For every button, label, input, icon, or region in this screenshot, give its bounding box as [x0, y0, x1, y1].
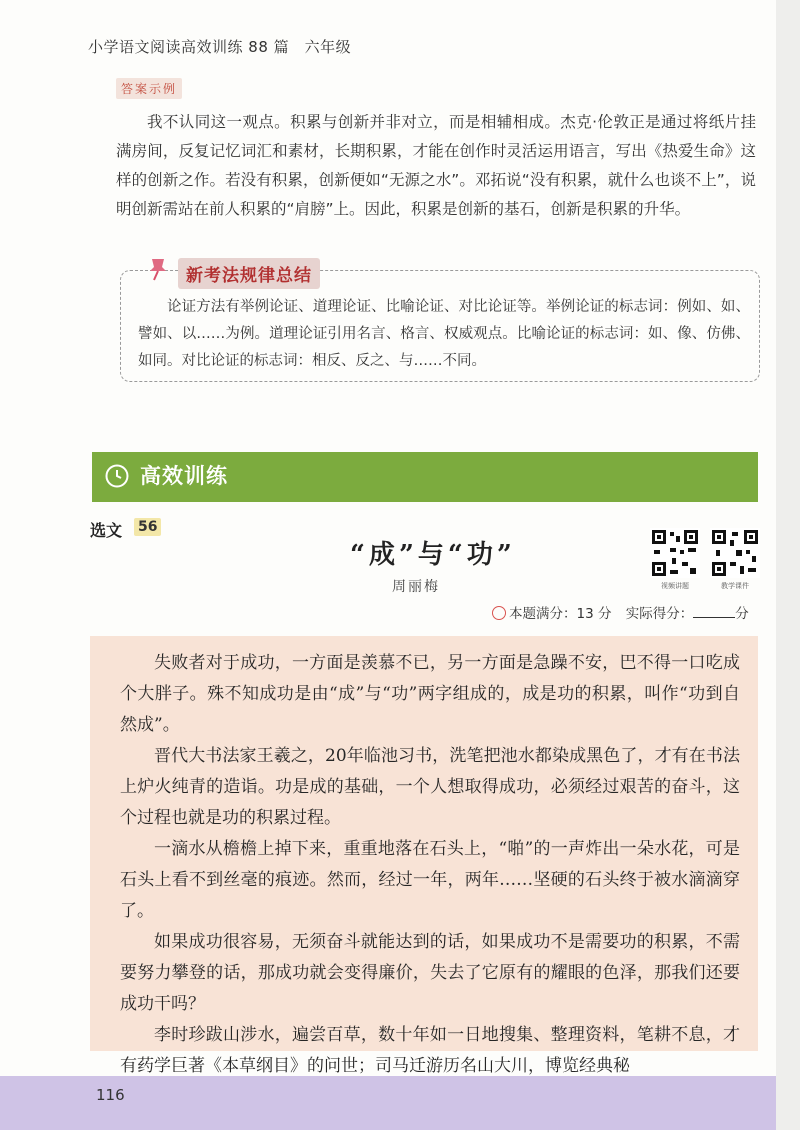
- section-title: 高效训练: [140, 464, 228, 488]
- clock-icon: [104, 463, 130, 489]
- qr-code-courseware-icon[interactable]: [710, 528, 760, 578]
- qr-label-video: 视频讲题: [661, 582, 689, 590]
- passage-paragraph: 失败者对于成功，一方面是羡慕不已，另一方面是急躁不安，巴不得一口吃成个大胖子。殊不知成功是由“成”与“功”两字组成的，成是功的积累，叫作“功到自然成”。: [120, 653, 740, 735]
- full-score: 本题满分：13 分: [509, 606, 612, 622]
- passage-paragraph: 如果成功很容易，无须奋斗就能达到的话，如果成功不是需要功的积累，不需要努力攀登的话，那成功就会变得廉价，失去了它原有的耀眼的色泽，那我们还要成功干吗？: [120, 932, 740, 1014]
- answer-paragraph: 我不认同这一观点。积累与创新并非对立，而是相辅相成。杰克·伦敦正是通过将纸片挂满房间，反复记忆词汇和素材，长期积累，才能在创作时灵活运用语言，写出《热爱生命》这样的创新之作。若没有积累，创新便如“无源之水”。邓拓说“没有积累，就什么也谈不上”，说明创新需站在前人积累的“肩膀”上。因此，积累是创新的基石，创新是积累的升华。: [116, 113, 756, 218]
- article-title: “成”与“功”: [350, 540, 516, 570]
- page-number: 116: [96, 1086, 125, 1104]
- answer-example-text: [116, 108, 756, 224]
- selection-label: 选文: [90, 521, 123, 540]
- score-unit: 分: [735, 606, 749, 622]
- summary-title: 新考法规律总结: [178, 258, 320, 289]
- passage-paragraph: 晋代大书法家王羲之，20年临池习书，洗笔把池水都染成黑色了，才有在书法上炉火纯青的造诣。功是成的基础，一个人想取得成功，必须经过艰苦的奋斗，这个过程也就是功的积累过程。: [120, 746, 740, 828]
- qr-label-courseware: 教学课件: [721, 582, 749, 590]
- qr-code-video-icon[interactable]: [650, 528, 700, 578]
- page-edge: [776, 0, 800, 1130]
- passage-paragraph: 李时珍跋山涉水，遍尝百草，数十年如一日地搜集、整理资料，笔耕不息，才有药学巨著《本草纲目》的问世；司马迁游历名山大川，博览经典秘: [120, 1025, 740, 1076]
- score-blank[interactable]: [693, 617, 735, 618]
- passage-text: [120, 648, 740, 1082]
- pushpin-icon: [146, 255, 174, 281]
- answer-example-tag: 答案示例: [116, 78, 182, 99]
- timer-icon: [492, 606, 506, 620]
- score-line: [492, 602, 749, 622]
- article-author: 周丽梅: [392, 579, 440, 595]
- book-header: 小学语文阅读高效训练 88 篇 六年级: [88, 38, 352, 56]
- passage-paragraph: 一滴水从檐檐上掉下来，重重地落在石头上，“啪”的一声炸出一朵水花，可是石头上看不到丝毫的痕迹。然而，经过一年，两年……坚硬的石头终于被水滴滴穿了。: [120, 839, 740, 921]
- summary-paragraph: 论证方法有举例论证、道理论证、比喻论证、对比论证等。举例论证的标志词：例如、如、譬如、以……为例。道理论证引用名言、格言、权威观点。比喻论证的标志词：如、像、仿佛、如同。对比论证的标志词：相反、反之、与……不同。: [138, 299, 750, 369]
- summary-text: [138, 294, 750, 375]
- selection-number: 56: [134, 518, 161, 536]
- actual-score-label: 实际得分：: [625, 606, 694, 622]
